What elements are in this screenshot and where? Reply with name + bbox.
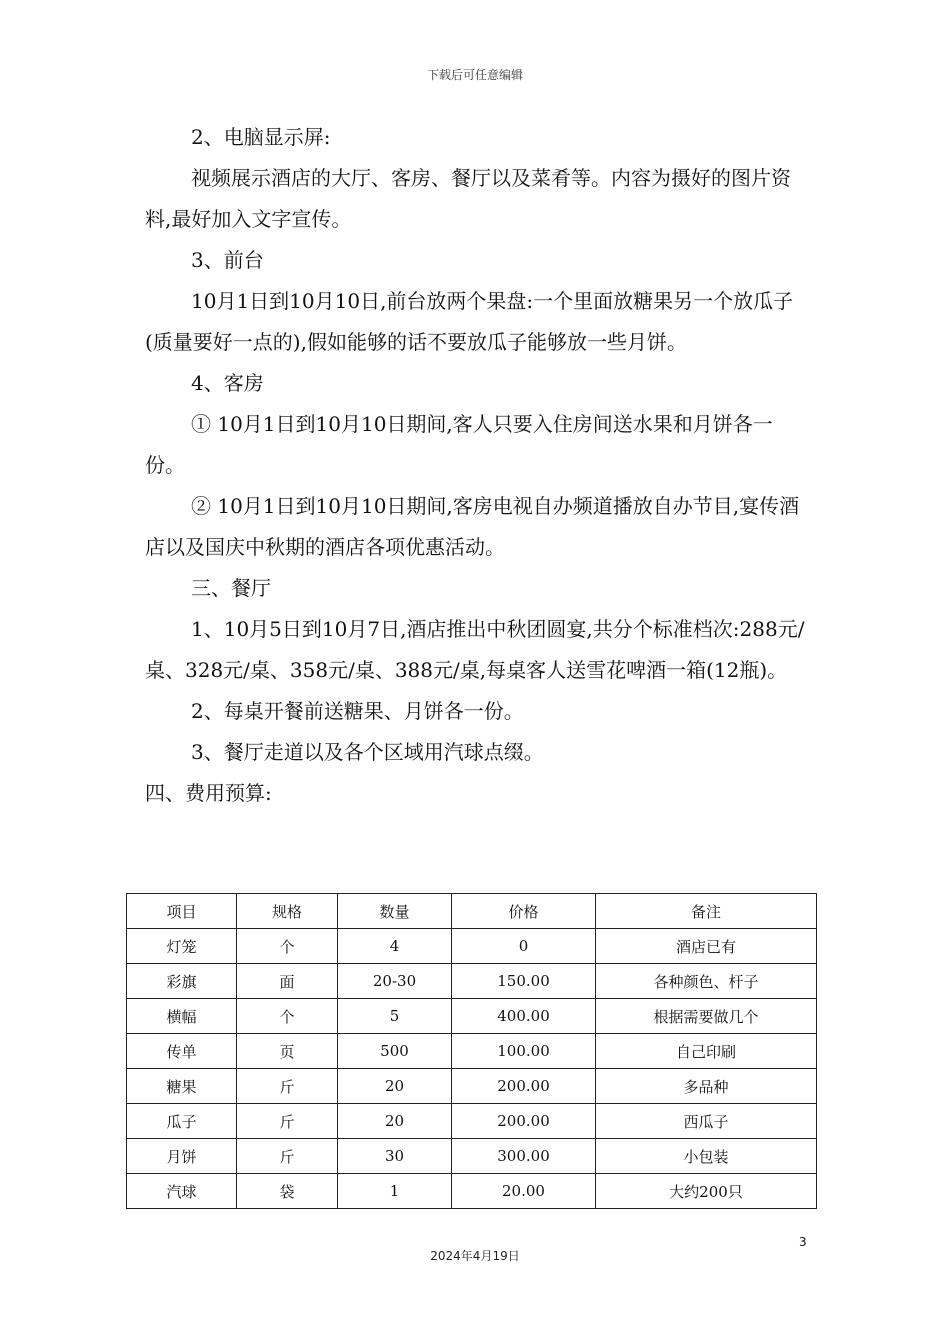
paragraph: 10月1日到10月10日,前台放两个果盘:一个里面放糖果另一个放瓜子(质量要好一点的),假如能够的话不要放瓜子能够放一些月饼。 — [145, 289, 794, 354]
paragraph: 3、餐厅走道以及各个区域用汽球点缀。 — [191, 740, 544, 764]
table-row — [127, 999, 817, 1034]
table-cell: 页 — [237, 1034, 338, 1069]
table-cell: 多品种 — [596, 1069, 817, 1104]
document-body — [145, 117, 810, 814]
page-number: 3 — [799, 1235, 807, 1249]
table-cell: 横幅 — [127, 999, 237, 1034]
table-cell: 1 — [338, 1174, 452, 1209]
table-cell: 月饼 — [127, 1139, 237, 1174]
table-cell: 200.00 — [452, 1069, 596, 1104]
table-row — [127, 1139, 817, 1174]
table-cell: 袋 — [237, 1174, 338, 1209]
paragraph: 4、客房 — [191, 371, 264, 395]
table-cell: 400.00 — [452, 999, 596, 1034]
table-cell: 灯笼 — [127, 929, 237, 964]
table-cell: 大约200只 — [596, 1174, 817, 1209]
table-header-row — [127, 894, 817, 929]
section-heading: 四、费用预算: — [145, 781, 272, 805]
paragraph: 3、前台 — [191, 248, 264, 272]
page-footer-date: 2024年4月19日 — [430, 1249, 520, 1263]
table-cell: 5 — [338, 999, 452, 1034]
table-cell: 200.00 — [452, 1104, 596, 1139]
table-cell: 斤 — [237, 1104, 338, 1139]
table-row — [127, 1174, 817, 1209]
column-header: 备注 — [596, 894, 817, 929]
table-row — [127, 1069, 817, 1104]
table-cell: 彩旗 — [127, 964, 237, 999]
table-cell: 30 — [338, 1139, 452, 1174]
table-cell: 个 — [237, 929, 338, 964]
column-header: 规格 — [237, 894, 338, 929]
paragraph: ① 10月1日到10月10日期间,客人只要入住房间送水果和月饼各一份。 — [145, 412, 773, 477]
table-cell: 20.00 — [452, 1174, 596, 1209]
paragraph: ② 10月1日到10月10日期间,客房电视自办频道播放自办节目,宴传酒店以及国庆中秋期的酒店各项优惠活动。 — [145, 494, 800, 559]
table-cell: 斤 — [237, 1139, 338, 1174]
budget-table — [126, 893, 817, 1209]
table-cell: 酒店已有 — [596, 929, 817, 964]
table-cell: 300.00 — [452, 1139, 596, 1174]
table-cell: 汽球 — [127, 1174, 237, 1209]
table-cell: 瓜子 — [127, 1104, 237, 1139]
table-cell: 根据需要做几个 — [596, 999, 817, 1034]
table-cell: 各种颜色、杆子 — [596, 964, 817, 999]
table-cell: 小包装 — [596, 1139, 817, 1174]
paragraph: 三、餐厅 — [191, 576, 271, 600]
table-row — [127, 964, 817, 999]
table-cell: 100.00 — [452, 1034, 596, 1069]
column-header: 数量 — [338, 894, 452, 929]
table-cell: 20 — [338, 1104, 452, 1139]
table-cell: 面 — [237, 964, 338, 999]
table-row — [127, 929, 817, 964]
table-row — [127, 1034, 817, 1069]
page-header: 下载后可任意编辑 — [426, 68, 523, 82]
column-header: 价格 — [452, 894, 596, 929]
paragraph: 2、电脑显示屏: — [191, 125, 331, 149]
table-cell: 0 — [452, 929, 596, 964]
table-cell: 自己印刷 — [596, 1034, 817, 1069]
paragraph: 2、每桌开餐前送糖果、月饼各一份。 — [191, 699, 524, 723]
table-cell: 个 — [237, 999, 338, 1034]
column-header: 项目 — [127, 894, 237, 929]
paragraph: 视频展示酒店的大厅、客房、餐厅以及菜肴等。内容为摄好的图片资料,最好加入文字宣传。 — [145, 166, 791, 231]
table-cell: 糖果 — [127, 1069, 237, 1104]
table-cell: 500 — [338, 1034, 452, 1069]
table-cell: 西瓜子 — [596, 1104, 817, 1139]
table-cell: 20 — [338, 1069, 452, 1104]
table-cell: 斤 — [237, 1069, 338, 1104]
table-cell: 150.00 — [452, 964, 596, 999]
table-cell: 4 — [338, 929, 452, 964]
table-cell: 传单 — [127, 1034, 237, 1069]
table-cell: 20-30 — [338, 964, 452, 999]
table-row — [127, 1104, 817, 1139]
paragraph: 1、10月5日到10月7日,酒店推出中秋团圆宴,共分个标准档次:288元/桌、328元/桌、358元/桌、388元/桌,每桌客人送雪花啤酒一箱(12瓶)。 — [145, 617, 805, 682]
